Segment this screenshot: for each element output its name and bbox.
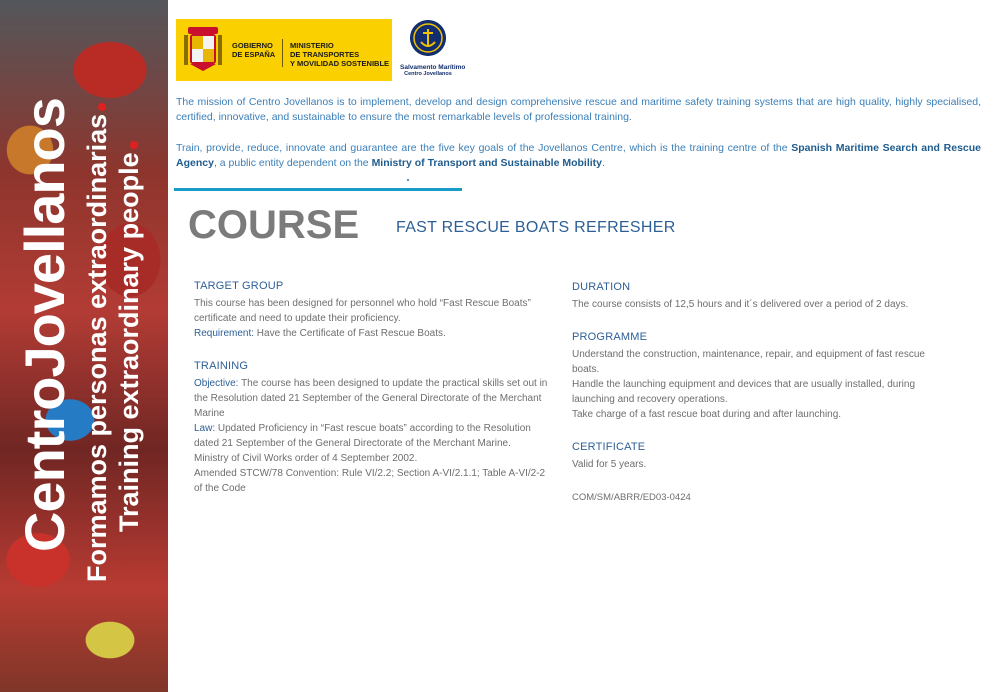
requirement-text: Have the Certificate of Fast Rescue Boats. xyxy=(254,328,446,339)
programme-item: Take charge of a fast rescue boat during and after launching. xyxy=(572,409,842,420)
document-code: COM/SM/ABRR/ED03-0424 xyxy=(572,492,691,503)
logo-divider xyxy=(282,39,283,67)
ministry-order: Ministry of Civil Works order of 4 September 2002. xyxy=(194,453,418,464)
red-dot-icon xyxy=(130,141,138,149)
mission-paragraph-2 xyxy=(176,141,981,171)
ministry-line-1: MINISTERIO xyxy=(290,41,334,50)
right-column xyxy=(572,280,932,505)
ministry-line-2: DE TRANSPORTES xyxy=(290,50,360,59)
duration-section xyxy=(572,280,932,312)
objective xyxy=(194,376,552,421)
decorative-dot xyxy=(407,179,409,181)
course-label: COURSE xyxy=(188,203,360,247)
vertical-branding xyxy=(0,0,168,692)
sidebar-photo xyxy=(0,0,168,692)
training-section xyxy=(194,359,552,496)
target-group-title: TARGET GROUP xyxy=(194,280,284,292)
mission-paragraph-1: The mission of Centro Jovellanos is to implement, develop and design comprehensive rescue and maritime safety training systems that are high quality, highly specialised, certified, innovative, and sustainable to ensure the most remarkable levels of professional training. xyxy=(176,96,981,123)
agency-name: Spanish Maritime Search and Rescue Agency xyxy=(176,142,981,169)
sm-subtitle: Centro Jovellanos xyxy=(404,71,452,77)
stcw-convention: Amended STCW/78 Convention: Rule VI/2.2; Section A-VI/2.1.1; Table A-VI/2-2 of the Code xyxy=(194,468,546,494)
coat-of-arms-icon xyxy=(184,25,222,73)
salvamento-maritimo-logo xyxy=(400,20,466,82)
requirement-label: Requirement: xyxy=(194,328,255,339)
requirement xyxy=(194,326,552,341)
left-column xyxy=(194,279,552,514)
section-divider xyxy=(174,188,462,191)
government-logo xyxy=(176,19,392,81)
ministry-line-3: Y MOVILIDAD SOSTENIBLE xyxy=(290,59,390,68)
objective-text: The course has been designed to update the practical skills set out in the Resolution dated 21 September of the General Directorate of the Merchant Marine xyxy=(194,378,548,419)
tagline-en-text: Training extraordinary people xyxy=(114,152,144,532)
law-label: Law: xyxy=(194,423,216,434)
target-group-text: This course has been designed for personnel who hold “Fast Rescue Boats” certificate and need to update their proficiency. xyxy=(194,298,531,324)
sm-title: Salvamento Marítimo xyxy=(400,64,466,71)
gov-line-1: GOBIERNO xyxy=(232,41,273,50)
ministry-name: Ministry of Transport and Sustainable Mobility xyxy=(371,157,603,169)
tagline-es-text: Formamos personas extraordinarias xyxy=(82,113,112,582)
mission-p2-a: Train, provide, reduce, innovate and guarantee are the five key goals of the Jovellanos Centre, which is the training centre of the xyxy=(176,142,792,154)
programme-section xyxy=(572,330,932,422)
duration-title: DURATION xyxy=(572,281,631,293)
duration-text: The course consists of 12,5 hours and it´s delivered over a period of 2 days. xyxy=(572,299,909,310)
law-text: Updated Proficiency in “Fast rescue boats” according to the Resolution dated 21 September of the General Directorate of the Merchant Marine. xyxy=(194,423,531,449)
mission-p2-e: . xyxy=(602,157,605,169)
certificate-text: Valid for 5 years. xyxy=(572,459,647,470)
programme-title: PROGRAMME xyxy=(572,331,648,343)
tagline-es xyxy=(82,103,113,582)
target-group-section xyxy=(194,279,552,341)
mission-p2-c: , a public entity dependent on the xyxy=(213,157,372,169)
course-name: FAST RESCUE BOATS REFRESHER xyxy=(396,219,676,236)
red-dot-icon xyxy=(98,103,106,111)
mission-statement xyxy=(176,95,981,187)
gov-text xyxy=(232,41,275,59)
brand-name: CentroJovellanos xyxy=(13,98,76,552)
law xyxy=(194,421,552,451)
anchor-emblem-icon xyxy=(410,20,446,56)
certificate-section xyxy=(572,440,932,472)
tagline-en xyxy=(114,141,145,532)
programme-item: Handle the launching equipment and devices that are usually installed, during launching and recovery operations. xyxy=(572,379,916,405)
ministry-text xyxy=(290,41,389,68)
programme-item: Understand the construction, maintenance, repair, and equipment of fast rescue boats. xyxy=(572,349,925,375)
gov-line-2: DE ESPAÑA xyxy=(232,50,276,59)
training-title: TRAINING xyxy=(194,360,249,372)
certificate-title: CERTIFICATE xyxy=(572,441,646,453)
objective-label: Objective: xyxy=(194,378,239,389)
